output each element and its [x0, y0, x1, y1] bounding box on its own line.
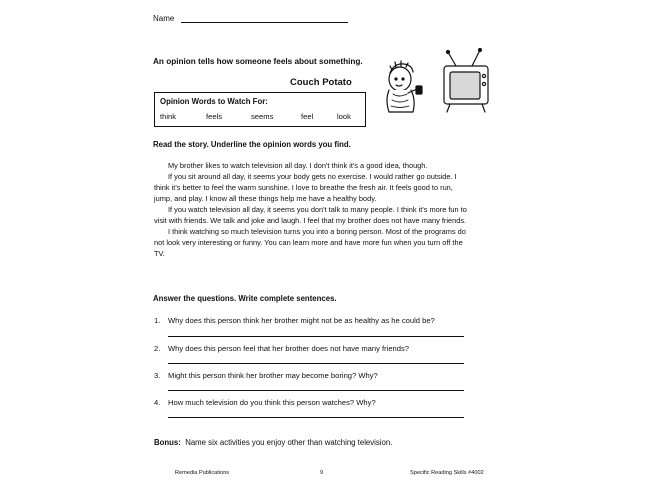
question-number: 4.: [154, 398, 161, 407]
bonus-text: Name six activities you enjoy other than watching television.: [185, 438, 393, 447]
story-paragraph: My brother likes to watch television all day. I don't think it's a good idea, though.: [168, 161, 428, 170]
bonus-task: [154, 438, 392, 447]
story-text: [154, 160, 470, 259]
questions-heading: Answer the questions. Write complete sentences.: [153, 294, 337, 303]
opinion-word: look: [337, 112, 351, 121]
question-text: Why does this person feel that her brother does not have many friends?: [168, 344, 410, 353]
footer-publisher: Remedia Publications: [175, 470, 230, 476]
answer-line[interactable]: [168, 363, 464, 364]
intro-text: An opinion tells how someone feels about something.: [153, 57, 363, 66]
footer-series: Specific Reading Skills #4002: [410, 470, 484, 476]
answer-line[interactable]: [168, 336, 464, 337]
question-number: 1.: [154, 316, 161, 325]
opinion-word: seems: [251, 112, 274, 121]
opinion-word: feels: [206, 112, 223, 121]
question-text: How much television do you think this person watches? Why?: [168, 398, 376, 407]
question-item: [154, 398, 376, 407]
name-field-line[interactable]: [181, 22, 348, 23]
question-text: Why does this person think her brother might not be as healthy as he could be?: [168, 316, 435, 325]
story-paragraph: If you sit around all day, it seems your body gets no exercise. I would rather go outside. I think it's better to feel the warm sunshine. I love to breathe the fresh air. It feels good to run, jump, and play. I know all these things help me have a healthy body.: [154, 172, 457, 203]
name-label: Name: [153, 14, 175, 23]
bonus-label: Bonus:: [154, 438, 181, 447]
footer-page-number: 9: [320, 470, 324, 476]
reading-instructions: Read the story. Underline the opinion words you find.: [153, 140, 351, 149]
opinion-box-heading: Opinion Words to Watch For:: [160, 97, 268, 106]
story-paragraph: I think watching so much television turns you into a boring person. Most of the programs do not look very interesting or funny. You can learn more and have more fun when you turn off the TV.: [154, 227, 466, 258]
question-number: 2.: [154, 344, 161, 353]
story-title: Couch Potato: [290, 77, 352, 88]
question-text: Might this person think her brother may become boring? Why?: [168, 371, 378, 380]
answer-line[interactable]: [168, 390, 464, 391]
opinion-word: think: [160, 112, 177, 121]
question-item: [154, 316, 435, 325]
question-item: [154, 371, 378, 380]
opinion-words-box: [154, 92, 366, 127]
question-item: [154, 344, 409, 353]
question-number: 3.: [154, 371, 161, 380]
answer-line[interactable]: [168, 417, 464, 418]
opinion-word: feel: [301, 112, 314, 121]
story-paragraph: If you watch television all day, it seems you don't talk to many people. I think it's more fun to visit with friends. We talk and joke and laugh. I feel that my brother does not have many friends.: [154, 205, 467, 225]
child-watching-tv-illustration: [380, 46, 498, 118]
